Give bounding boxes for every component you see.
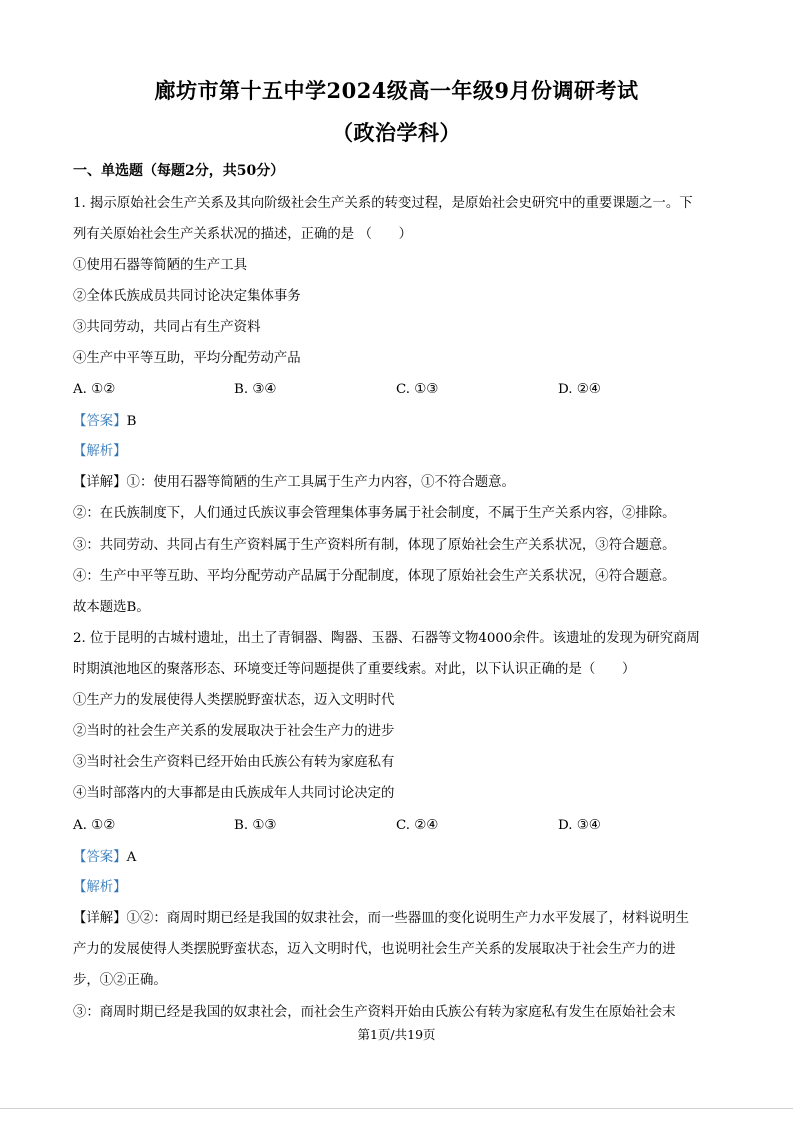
q1-analysis-tag: 【解析】 [73, 444, 127, 459]
section-heading: 一、单选题（每题2分，共50分） [73, 163, 285, 179]
q2-answer-value: A [126, 850, 137, 865]
q1-stem-line-2: 列有关原始社会生产关系状况的描述，正确的是 （ ） [73, 227, 413, 242]
page-subtitle: （政治学科） [332, 120, 461, 145]
q1-detail-3: ③：共同劳动、共同占有生产资料属于生产资料所有制，体现了原始社会生产关系状况，③符合题意。 [73, 538, 676, 553]
page-number-footer: 第1页/共19页 [357, 1027, 436, 1042]
q1-item-2: ②全体氏族成员共同讨论决定集体事务 [73, 289, 301, 304]
q2-option-c: C. ②④ [396, 818, 439, 833]
q2-detail-2: 产力的发展使得人类摆脱野蛮状态，迈入文明时代，也说明社会生产关系的发展取决于社会生产力的进 [73, 942, 676, 957]
q2-stem-line-2: 时期滇池地区的聚落形态、环境变迁等问题提供了重要线索。对此，以下认识正确的是（ ） [73, 662, 636, 677]
q1-detail-2: ②：在氏族制度下，人们通过氏族议事会管理集体事务属于社会制度，不属于生产关系内容，②排除。 [73, 506, 676, 521]
q1-stem-line-1: 1. 揭示原始社会生产关系及其向阶级社会生产关系的转变过程，是原始社会史研究中的重要课题之一。下 [73, 196, 693, 211]
q1-detail-4: ④：生产中平等互助、平均分配劳动产品属于分配制度，体现了原始社会生产关系状况，④符合题意。 [73, 569, 676, 584]
q1-item-4: ④生产中平等互助，平均分配劳动产品 [73, 351, 301, 366]
q1-detail-1: 【详解】①：使用石器等简陋的生产工具属于生产力内容，①不符合题意。 [73, 475, 515, 490]
q2-item-3: ③当时社会生产资料已经开始由氏族公有转为家庭私有 [73, 755, 395, 770]
q2-stem-line-1: 2. 位于昆明的古城村遗址，出土了青铜器、陶器、玉器、石器等文物4000余件。该遗址的发现为研究商周 [73, 631, 700, 646]
q1-answer-value: B [126, 414, 137, 429]
q2-answer-line [73, 849, 733, 867]
q2-item-1: ①生产力的发展使得人类摆脱野蛮状态，迈入文明时代 [73, 693, 395, 708]
q2-detail-4: ③：商周时期已经是我国的奴隶社会，而社会生产资料开始由氏族公有转为家庭私有发生在原始社会末 [73, 1005, 676, 1020]
q1-item-3: ③共同劳动，共同占有生产资料 [73, 320, 261, 335]
q1-answer-line [73, 413, 733, 431]
q2-answer-tag: 【答案】 [73, 850, 127, 865]
q2-option-b: B. ①③ [234, 818, 277, 833]
q1-conclusion: 故本题选B。 [73, 600, 150, 615]
q1-item-1: ①使用石器等简陋的生产工具 [73, 258, 248, 273]
q2-item-2: ②当时的社会生产关系的发展取决于社会生产力的进步 [73, 724, 395, 739]
q2-item-4: ④当时部落内的大事都是由氏族成年人共同讨论决定的 [73, 786, 395, 801]
page-bottom-divider [0, 1108, 793, 1109]
q1-option-d: D. ②④ [558, 382, 601, 397]
q2-detail-1: 【详解】①②：商周时期已经是我国的奴隶社会，而一些器皿的变化说明生产力水平发展了，材料说明生 [73, 911, 689, 926]
q1-option-a: A. ①② [73, 382, 116, 397]
q1-option-c: C. ①③ [396, 382, 439, 397]
q2-detail-3: 步，①②正确。 [73, 973, 167, 988]
q1-answer-tag: 【答案】 [73, 414, 127, 429]
q2-option-d: D. ③④ [558, 818, 601, 833]
q2-analysis-tag: 【解析】 [73, 880, 127, 895]
q1-option-b: B. ③④ [234, 382, 277, 397]
page-title: 廊坊市第十五中学2024级高一年级9月份调研考试 [154, 78, 639, 103]
q2-option-a: A. ①② [73, 818, 116, 833]
